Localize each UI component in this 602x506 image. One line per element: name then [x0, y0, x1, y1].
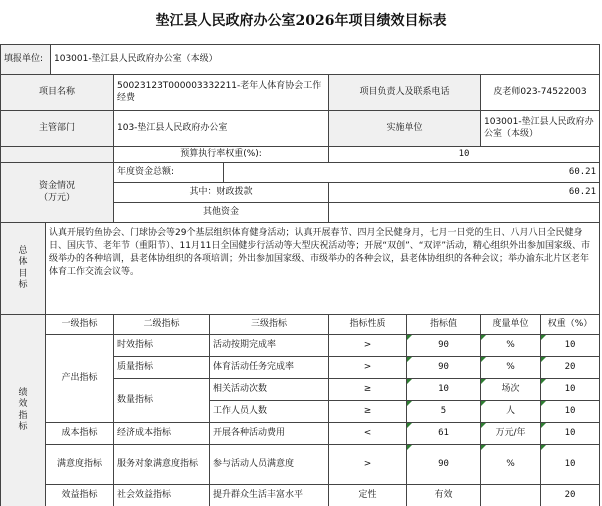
level1-cost: 成本指标 — [46, 423, 114, 445]
indicators-label-char: 效 — [18, 399, 28, 410]
level3-name: 相关活动次数 — [210, 379, 329, 401]
indicator-value: 61 — [407, 423, 481, 445]
level1-satisfaction: 满意度指标 — [46, 445, 114, 485]
overall-goal-char: 标 — [18, 279, 28, 290]
budget-weight-label: 预算执行率权重(%): — [114, 147, 329, 163]
indicators-label-char: 指 — [18, 410, 28, 421]
indicator-unit: 场次 — [481, 379, 541, 401]
level3-name: 活动按期完成率 — [210, 335, 329, 357]
funds-label-line2: （万元） — [38, 192, 75, 203]
level3-name: 参与活动人员满意度 — [210, 445, 329, 485]
level1-benefit: 效益指标 — [46, 485, 114, 506]
indicator-nature: ≥ — [329, 401, 407, 423]
indicator-unit: % — [481, 445, 541, 485]
page-title: 垫江县人民政府办公室2026年项目绩效目标表 — [155, 13, 447, 29]
dept-label: 主管部门 — [1, 111, 114, 147]
indicator-value: 5 — [407, 401, 481, 423]
indicator-unit: 万元/年 — [481, 423, 541, 445]
project-leader-label: 项目负责人及联系电话 — [329, 75, 481, 111]
header-nature: 指标性质 — [329, 315, 407, 335]
indicator-nature: > — [329, 357, 407, 379]
budget-weight-left-blank — [1, 147, 114, 163]
indicator-nature: > — [329, 445, 407, 485]
funds-total-value: 60.21 — [224, 163, 600, 183]
level2-service-satisfaction: 服务对象满意度指标 — [114, 445, 210, 485]
indicator-weight: 20 — [541, 485, 600, 506]
indicator-nature: 定性 — [329, 485, 407, 506]
level3-name: 开展各种活动费用 — [210, 423, 329, 445]
overall-goal-char: 目 — [18, 268, 28, 279]
funds-label-line1: 资金情况 — [38, 181, 75, 192]
header-level2: 二级指标 — [114, 315, 210, 335]
level3-name: 工作人员人数 — [210, 401, 329, 423]
indicator-nature: < — [329, 423, 407, 445]
level3-name: 体育活动任务完成率 — [210, 357, 329, 379]
indicator-weight: 10 — [541, 401, 600, 423]
header-level1: 一级指标 — [46, 315, 114, 335]
reporting-unit-label: 填报单位: — [1, 45, 51, 75]
performance-table — [0, 44, 600, 506]
level2-timeliness: 时效指标 — [114, 335, 210, 357]
level1-output: 产出指标 — [46, 335, 114, 423]
overall-goal-char: 体 — [18, 257, 28, 268]
reporting-unit-value: 103001-垫江县人民政府办公室（本级） — [51, 45, 600, 75]
indicator-value: 10 — [407, 379, 481, 401]
funds-fiscal-value: 60.21 — [329, 183, 600, 203]
indicators-label — [1, 315, 46, 506]
indicator-weight: 20 — [541, 357, 600, 379]
indicator-value: 90 — [407, 335, 481, 357]
indicator-value: 90 — [407, 445, 481, 485]
budget-weight-value: 10 — [329, 147, 600, 163]
indicator-value: 90 — [407, 357, 481, 379]
impl-unit-label: 实施单位 — [329, 111, 481, 147]
indicator-unit — [481, 485, 541, 506]
header-weight: 权重（%） — [541, 315, 600, 335]
project-leader-value: 皮老师023-74522003 — [481, 75, 600, 111]
overall-goal-label — [1, 223, 46, 315]
indicator-weight: 10 — [541, 335, 600, 357]
level2-social-benefit: 社会效益指标 — [114, 485, 210, 506]
funds-label — [1, 163, 114, 223]
indicator-weight: 10 — [541, 423, 600, 445]
level2-quality: 质量指标 — [114, 357, 210, 379]
indicator-nature: > — [329, 335, 407, 357]
indicator-value: 有效 — [407, 485, 481, 506]
indicator-nature: ≥ — [329, 379, 407, 401]
overall-goal-char: 总 — [18, 246, 28, 256]
funds-other-label: 其他资金 — [114, 203, 329, 223]
dept-value: 103-垫江县人民政府办公室 — [114, 111, 329, 147]
overall-goal-text: 认真开展钓鱼协会、门球协会等29个基层组织体育健身活动；认真开展春节、四月全民健身月，七月一日党的生日、八月八日全民健身日、国庆节、老年节（重阳节）、11月11日全国健步行活动等大型庆祝活动等；开展“双创”、“双评”活动，精心组织外出参加国家级、市级举办的各种培训，县老体协组织的各项培训；外出参加国家级、市级举办的各种会议，县老体协组织的各种会议；举办渝东北片区老年体育工作交流会议等。 — [46, 223, 600, 315]
level3-name: 提升群众生活丰富水平 — [210, 485, 329, 506]
project-name-value: 50023123T000003332211-老年人体育协会工作经费 — [114, 75, 329, 111]
impl-unit-value: 103001-垫江县人民政府办公室（本级） — [481, 111, 600, 147]
indicator-unit: % — [481, 335, 541, 357]
level2-quantity: 数量指标 — [114, 379, 210, 423]
header-value: 指标值 — [407, 315, 481, 335]
funds-other-value — [329, 203, 600, 223]
indicator-weight: 10 — [541, 379, 600, 401]
funds-fiscal-label: 其中：财政拨款 — [114, 183, 329, 203]
indicator-unit: % — [481, 357, 541, 379]
level2-economic-cost: 经济成本指标 — [114, 423, 210, 445]
indicator-unit: 人 — [481, 401, 541, 423]
header-level3: 三级指标 — [210, 315, 329, 335]
funds-total-label: 年度资金总额: — [114, 163, 224, 183]
indicators-label-char: 绩 — [18, 388, 28, 398]
header-unit: 度量单位 — [481, 315, 541, 335]
indicators-label-char: 标 — [18, 421, 28, 432]
indicator-weight: 10 — [541, 445, 600, 485]
project-name-label: 项目名称 — [1, 75, 114, 111]
